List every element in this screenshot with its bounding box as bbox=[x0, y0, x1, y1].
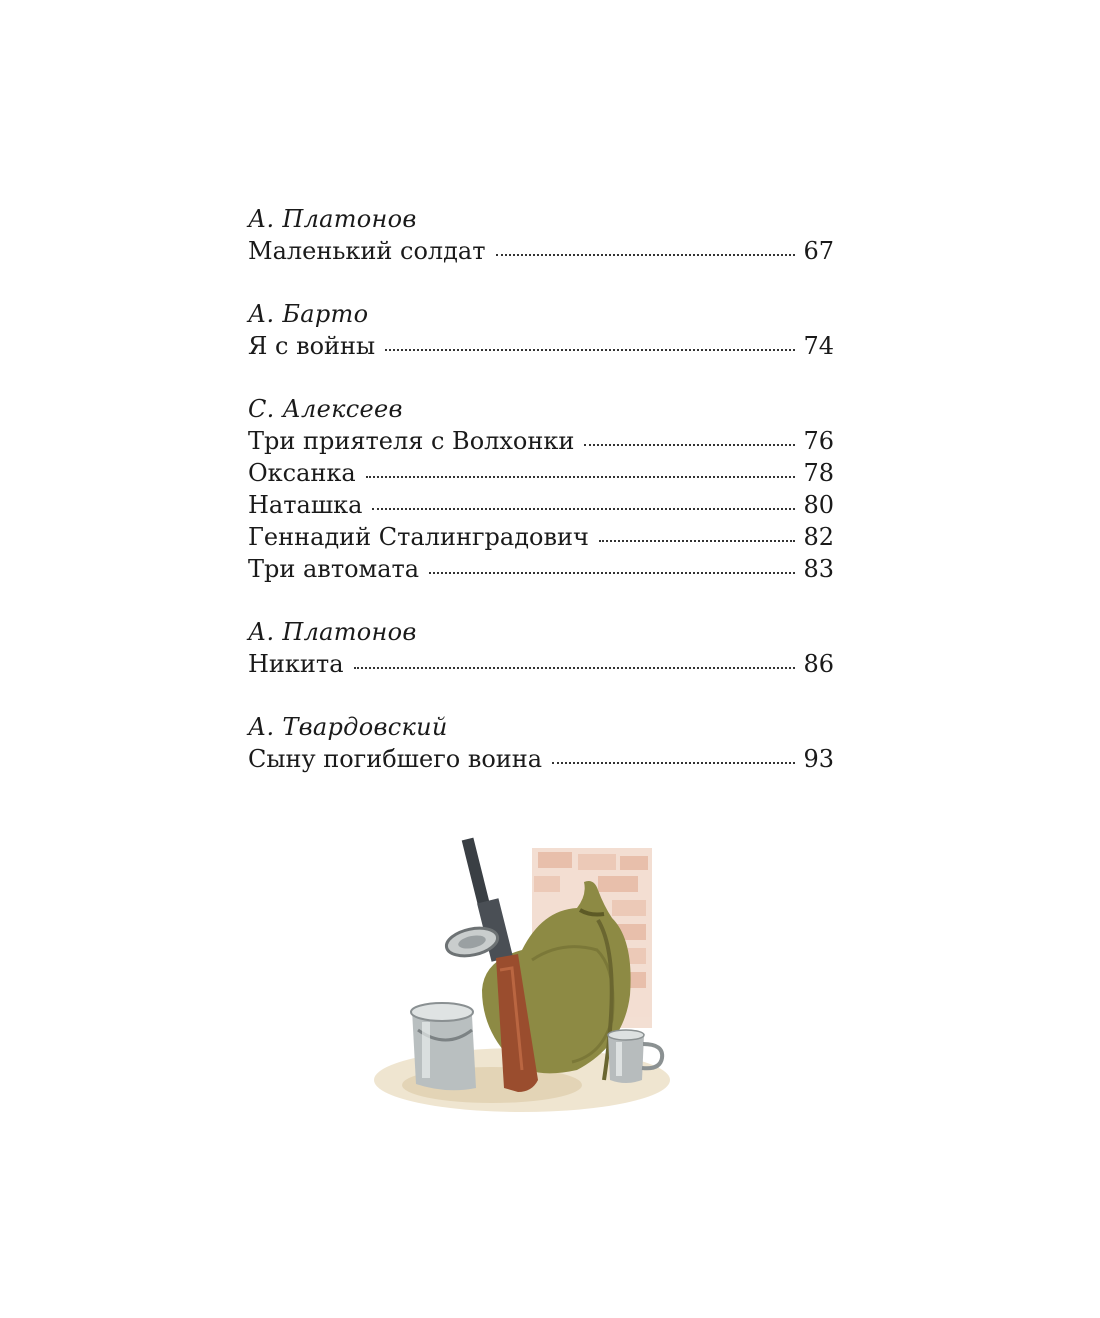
brick bbox=[534, 876, 560, 892]
table-of-contents bbox=[248, 203, 834, 806]
brick bbox=[578, 854, 616, 870]
mug-highlight bbox=[616, 1042, 622, 1076]
soldier-still-life-illustration bbox=[372, 830, 672, 1120]
toc-entry-title: Наташка bbox=[248, 491, 363, 519]
brick bbox=[598, 876, 638, 892]
dot-leader bbox=[599, 540, 796, 542]
toc-entry[interactable] bbox=[248, 457, 834, 489]
toc-entry-title: Я с войны bbox=[248, 332, 376, 360]
toc-entry-page: 83 bbox=[803, 555, 834, 583]
mess-tin-body bbox=[412, 1010, 476, 1090]
toc-author: А. Твардовский bbox=[248, 713, 448, 741]
toc-entry[interactable] bbox=[248, 330, 834, 362]
toc-entry-page: 76 bbox=[803, 427, 834, 455]
dot-leader bbox=[496, 254, 796, 256]
toc-author: А. Платонов bbox=[248, 618, 417, 646]
toc-entry[interactable] bbox=[248, 743, 834, 775]
dot-leader bbox=[385, 349, 795, 351]
mess-tin bbox=[411, 1003, 476, 1090]
toc-entry-page: 86 bbox=[803, 650, 834, 678]
mess-tin-highlight bbox=[422, 1022, 430, 1078]
toc-entry-title: Сыну погибшего воина bbox=[248, 745, 543, 773]
toc-author: А. Барто bbox=[248, 300, 369, 328]
dot-leader bbox=[354, 667, 796, 669]
toc-entry[interactable] bbox=[248, 489, 834, 521]
toc-author: С. Алексеев bbox=[248, 395, 403, 423]
toc-entry-page: 82 bbox=[803, 523, 834, 551]
toc-entry-title: Маленький солдат bbox=[248, 237, 486, 265]
toc-group bbox=[248, 616, 834, 680]
toc-entry-page: 74 bbox=[803, 332, 834, 360]
toc-entry-page: 78 bbox=[803, 459, 834, 487]
toc-entry[interactable] bbox=[248, 235, 834, 267]
brick bbox=[620, 856, 648, 870]
toc-entry-title: Три приятеля с Волхонки bbox=[248, 427, 575, 455]
dot-leader bbox=[366, 476, 796, 478]
toc-entry-page: 93 bbox=[803, 745, 834, 773]
toc-author: А. Платонов bbox=[248, 205, 417, 233]
toc-entry-title: Три автомата bbox=[248, 555, 420, 583]
brick bbox=[538, 852, 572, 868]
toc-entry[interactable] bbox=[248, 553, 834, 585]
mug-rim bbox=[608, 1030, 644, 1040]
dot-leader bbox=[372, 508, 795, 510]
toc-entry[interactable] bbox=[248, 425, 834, 457]
dot-leader bbox=[429, 572, 795, 574]
mug-body bbox=[608, 1035, 644, 1083]
dot-leader bbox=[584, 444, 795, 446]
rifle-barrel bbox=[462, 838, 491, 909]
toc-group bbox=[248, 393, 834, 585]
toc-entry-page: 67 bbox=[803, 237, 834, 265]
toc-group bbox=[248, 711, 834, 775]
toc-entry-title: Оксанка bbox=[248, 459, 356, 487]
toc-entry-title: Никита bbox=[248, 650, 344, 678]
toc-entry-title: Геннадий Сталинградович bbox=[248, 523, 589, 551]
toc-entry-page: 80 bbox=[803, 491, 834, 519]
toc-group bbox=[248, 203, 834, 267]
toc-group bbox=[248, 298, 834, 362]
brick bbox=[612, 900, 646, 916]
toc-entry[interactable] bbox=[248, 648, 834, 680]
mess-tin-lid bbox=[411, 1003, 473, 1021]
toc-entry[interactable] bbox=[248, 521, 834, 553]
dot-leader bbox=[552, 762, 795, 764]
